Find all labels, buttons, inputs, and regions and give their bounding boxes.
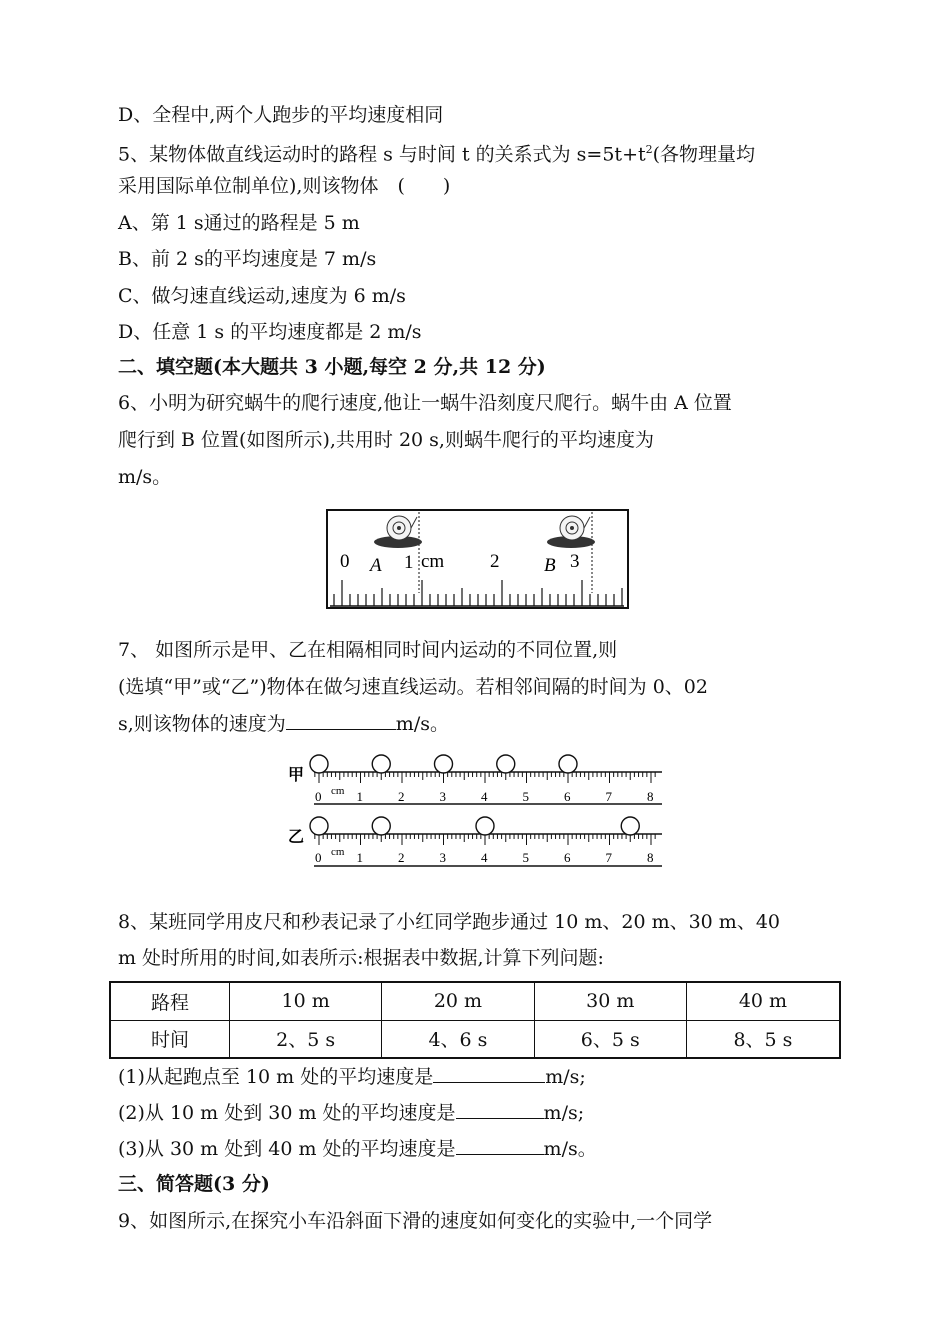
q6-line1: 6、小明为研究蜗牛的爬行速度,他让一蜗牛沿刻度尺爬行。蜗牛由 A 位置 bbox=[118, 392, 732, 414]
section-2-heading: 二、填空题(本大题共 3 小题,每空 2 分,共 12 分) bbox=[118, 356, 546, 378]
snail-ruler-figure bbox=[326, 509, 631, 611]
tick-label: 0 bbox=[315, 789, 322, 804]
row-header-time: 时间 bbox=[110, 1020, 230, 1058]
ruler-label-cm: cm bbox=[421, 551, 445, 572]
q6-line2: 爬行到 B 位置(如图所示),共用时 20 s,则蜗牛爬行的平均速度为 bbox=[118, 429, 654, 451]
ruler-label-0: 0 bbox=[340, 551, 350, 572]
q5-stem-line2: 采用国际单位制单位),则该物体 ( ) bbox=[118, 175, 451, 197]
ruler-jia bbox=[314, 772, 662, 804]
position-a-label: A bbox=[370, 555, 382, 576]
ruler-label-1: 1 bbox=[404, 552, 414, 573]
q7-line2: (选填“甲”或“乙”)物体在做匀速直线运动。若相邻间隔的时间为 0、02 bbox=[118, 676, 708, 698]
table-cell: 4、6 s bbox=[382, 1020, 534, 1058]
tick-label: 4 bbox=[481, 850, 488, 865]
q5-stem-line1: 5、某物体做直线运动时的路程 s 与时间 t 的关系式为 $s=5t+t^2$(各物理量均 bbox=[118, 143, 756, 166]
q9-line1: 9、如图所示,在探究小车沿斜面下滑的速度如何变化的实验中,一个同学 bbox=[118, 1210, 713, 1232]
table-cell: 8、5 s bbox=[686, 1020, 840, 1058]
table-row bbox=[110, 1020, 840, 1058]
q5-option-b: B、前 2 s的平均速度是 7 m/s bbox=[118, 248, 377, 270]
table-row bbox=[110, 982, 840, 1020]
tick-label: 2 bbox=[398, 789, 405, 804]
tick-label: 1 bbox=[356, 850, 363, 865]
motion-figure bbox=[284, 750, 668, 872]
q8-data-table bbox=[109, 981, 841, 1059]
object-position-ball bbox=[372, 817, 390, 835]
q7-line1: 7、 如图所示是甲、乙在相隔相同时间内运动的不同位置,则 bbox=[118, 639, 618, 661]
tick-label: 7 bbox=[605, 789, 612, 804]
q5-option-c: C、做匀速直线运动,速度为 6 m/s bbox=[118, 285, 406, 307]
table-cell: 10 m bbox=[230, 982, 382, 1020]
object-position-ball bbox=[435, 755, 453, 773]
row-jia-label: 甲 bbox=[288, 765, 305, 784]
q5-option-d: D、任意 1 s 的平均速度都是 2 m/s bbox=[118, 321, 422, 343]
unit-label: cm bbox=[331, 785, 345, 797]
row-yi-label: 乙 bbox=[288, 827, 305, 846]
tick-label: 3 bbox=[439, 789, 446, 804]
object-position-ball bbox=[621, 817, 639, 835]
q7-line3: s,则该物体的速度为 m/s。 bbox=[118, 713, 449, 735]
q7-answer-blank[interactable] bbox=[286, 711, 396, 730]
unit-label: cm bbox=[331, 846, 345, 858]
jia-positions bbox=[310, 755, 577, 773]
tick-label: 8 bbox=[647, 850, 654, 865]
table-cell: 30 m bbox=[534, 982, 686, 1020]
q8-sub2: (2)从 10 m 处到 30 m 处的平均速度是 m/s; bbox=[118, 1102, 585, 1124]
table-cell: 2、5 s bbox=[230, 1020, 382, 1058]
tick-label: 8 bbox=[647, 789, 654, 804]
tick-label: 5 bbox=[522, 850, 529, 865]
q8-sub1: (1)从起跑点至 10 m 处的平均速度是 m/s; bbox=[118, 1066, 586, 1088]
tick-label: 5 bbox=[522, 789, 529, 804]
tick-label: 6 bbox=[564, 850, 571, 865]
tick-label: 7 bbox=[605, 850, 612, 865]
q6-line3: m/s。 bbox=[118, 466, 172, 488]
object-position-ball bbox=[372, 755, 390, 773]
object-position-ball bbox=[310, 755, 328, 773]
yi-positions bbox=[310, 817, 639, 835]
tick-label: 1 bbox=[356, 789, 363, 804]
tick-label: 3 bbox=[439, 850, 446, 865]
tick-label: 4 bbox=[481, 789, 488, 804]
q8-line2: m 处时所用的时间,如表所示:根据表中数据,计算下列问题: bbox=[118, 947, 604, 969]
object-position-ball bbox=[310, 817, 328, 835]
q8-2-answer-blank[interactable] bbox=[456, 1100, 544, 1119]
row-header-distance: 路程 bbox=[110, 982, 230, 1020]
section-3-heading: 三、简答题(3 分) bbox=[118, 1173, 270, 1195]
tick-label: 2 bbox=[398, 850, 405, 865]
table-cell: 40 m bbox=[686, 982, 840, 1020]
object-position-ball bbox=[559, 755, 577, 773]
ruler-label-3: 3 bbox=[570, 551, 580, 572]
q8-3-answer-blank[interactable] bbox=[456, 1136, 544, 1155]
q8-line1: 8、某班同学用皮尺和秒表记录了小红同学跑步通过 10 m、20 m、30 m、40 bbox=[118, 911, 781, 933]
tick-label: 6 bbox=[564, 789, 571, 804]
object-position-ball bbox=[497, 755, 515, 773]
position-b-label: B bbox=[544, 555, 556, 576]
q8-sub3: (3)从 30 m 处到 40 m 处的平均速度是 m/s。 bbox=[118, 1138, 597, 1160]
tick-label: 0 bbox=[315, 850, 322, 865]
ruler-label-2: 2 bbox=[490, 551, 500, 572]
q8-1-answer-blank[interactable] bbox=[433, 1064, 545, 1083]
table-cell: 20 m bbox=[382, 982, 534, 1020]
object-position-ball bbox=[476, 817, 494, 835]
q4-option-d: D、全程中,两个人跑步的平均速度相同 bbox=[118, 104, 444, 126]
q5-option-a: A、第 1 s通过的路程是 5 m bbox=[118, 212, 360, 234]
table-cell: 6、5 s bbox=[534, 1020, 686, 1058]
ruler-yi bbox=[314, 834, 662, 866]
